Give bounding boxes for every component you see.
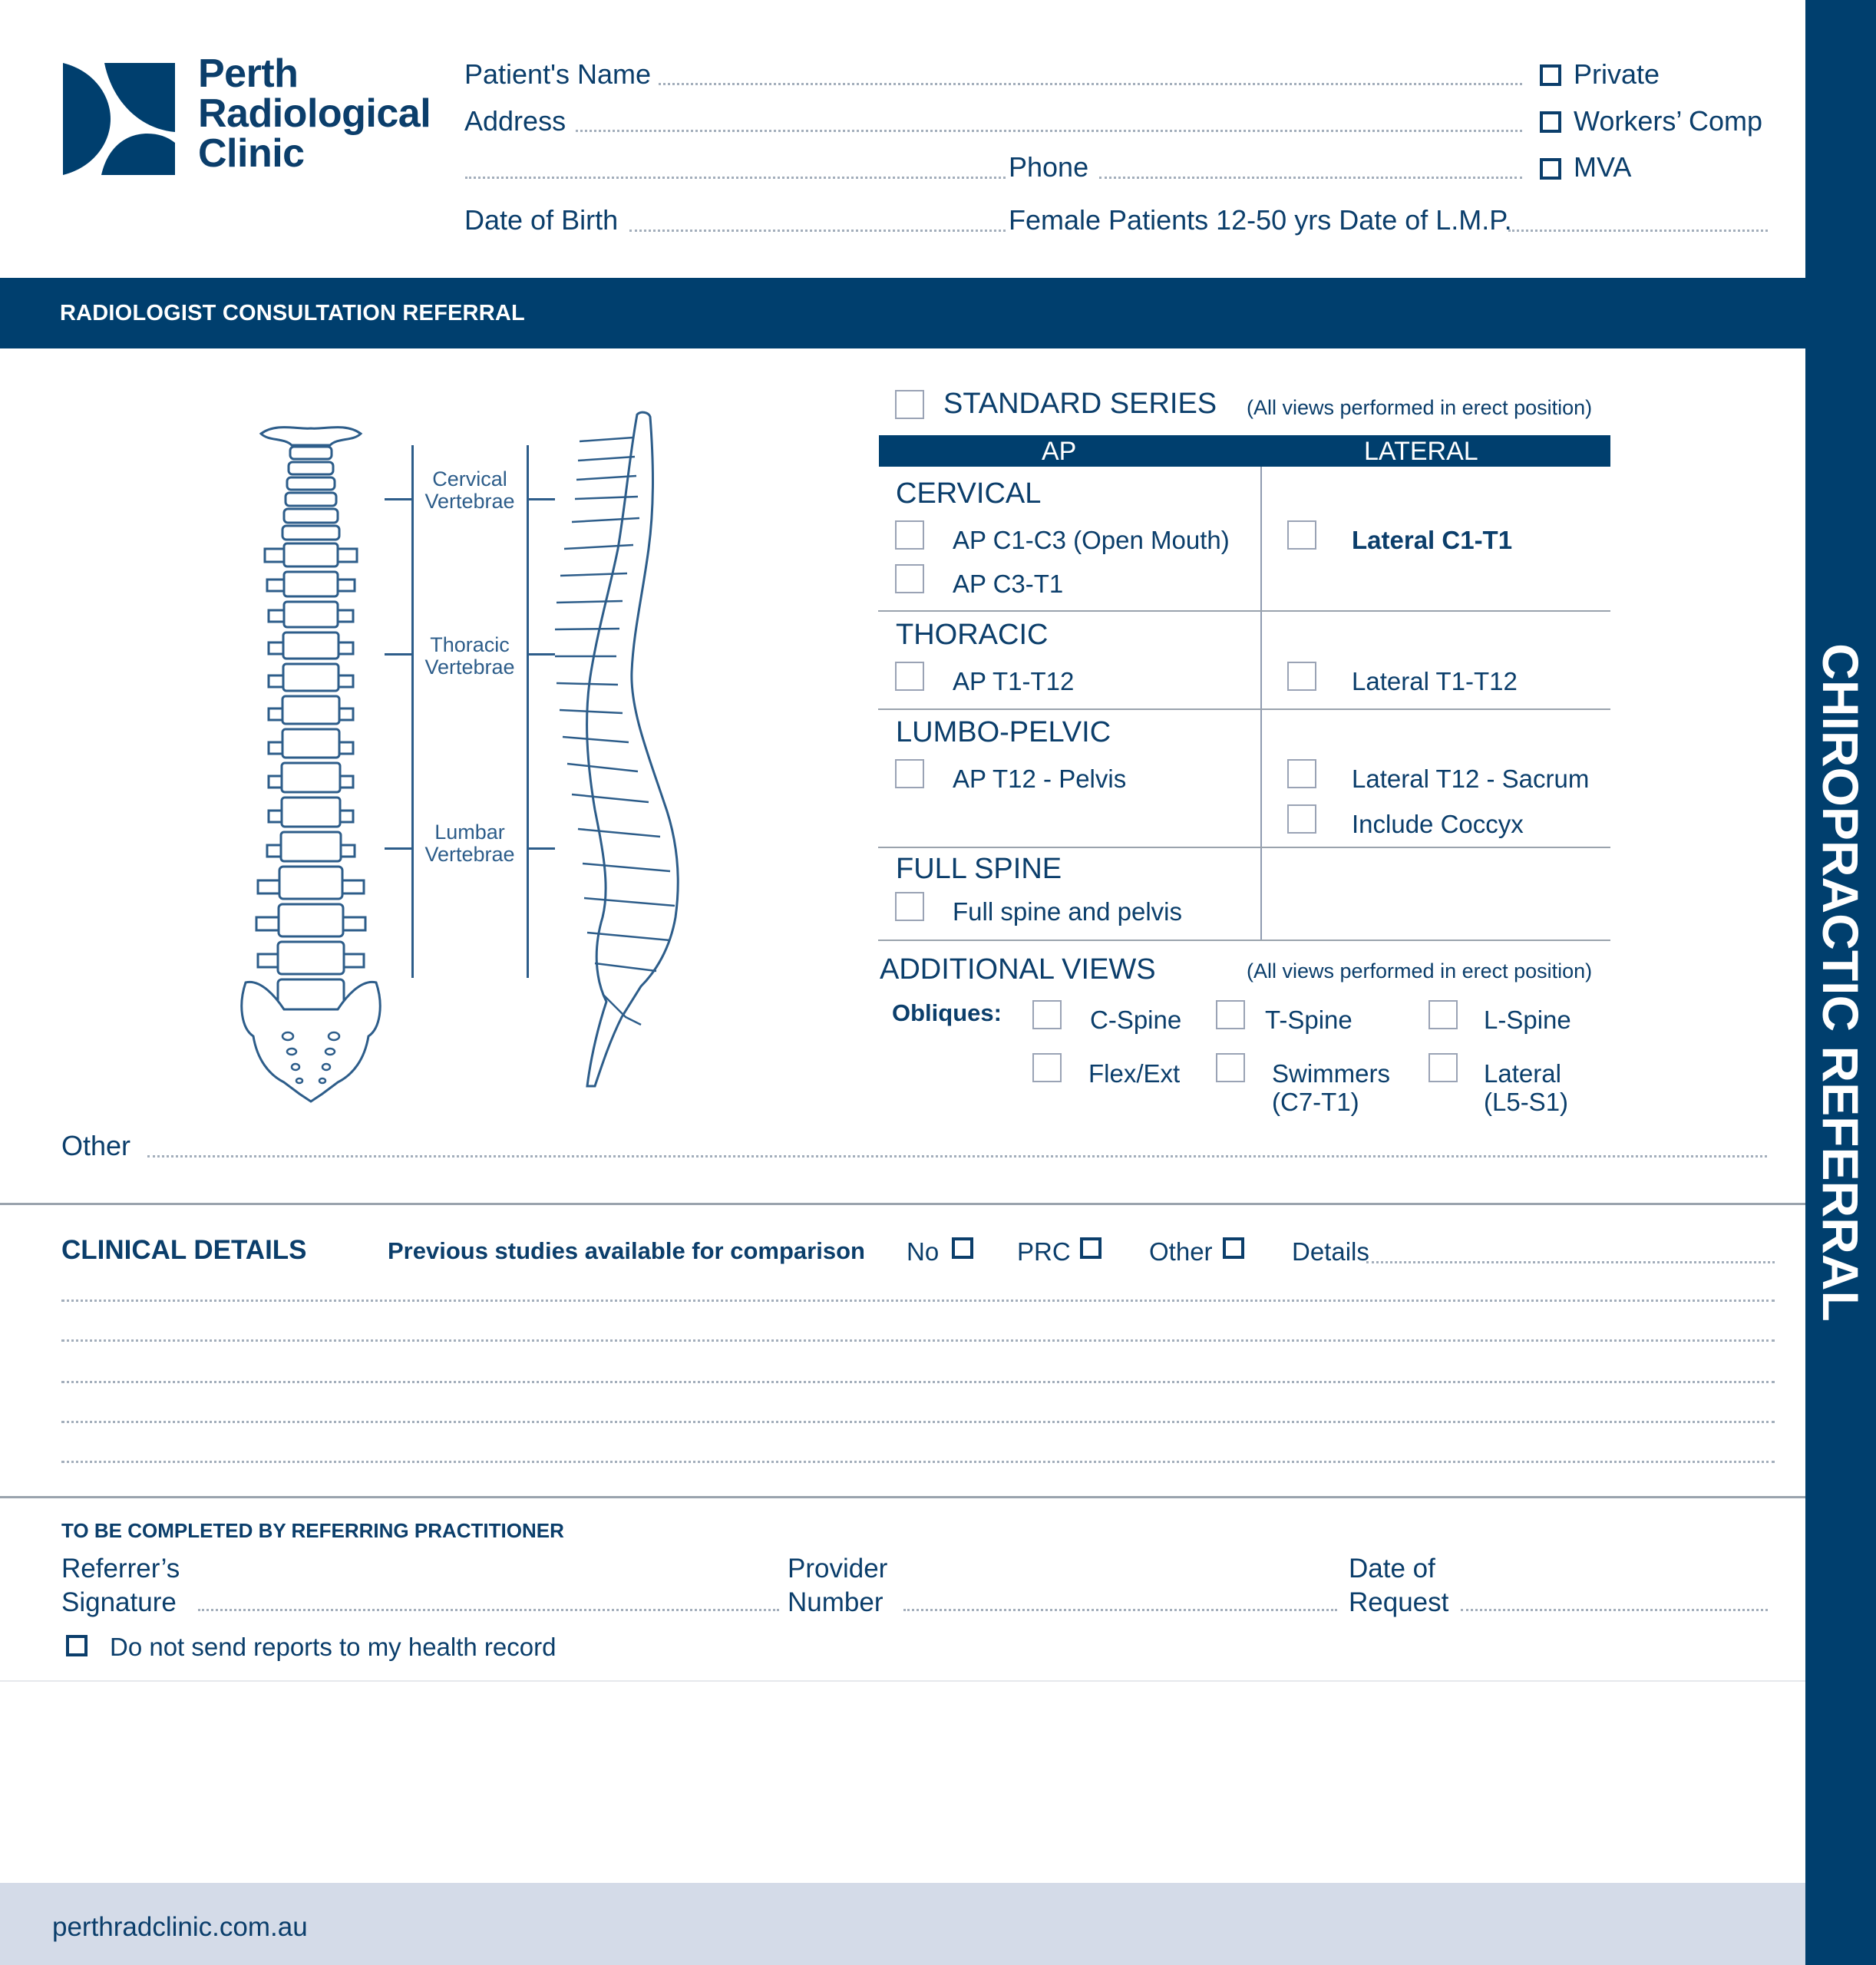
clinical-notes-line-2[interactable]: [61, 1339, 1775, 1342]
flex-ext-label: Flex/Ext: [1088, 1059, 1181, 1088]
table-bottom-rule: [878, 940, 1610, 941]
ap-t1-t12-label: AP T1-T12: [953, 667, 1075, 695]
cervical-line2: Vertebrae: [424, 490, 515, 513]
logo-mark-icon: [63, 63, 175, 175]
c-spine-label: C-Spine: [1090, 1006, 1182, 1034]
patient-name-label: Patient's Name: [464, 58, 651, 90]
clinical-notes-line-1[interactable]: [61, 1300, 1775, 1302]
provider-label-line2: Number: [788, 1587, 884, 1617]
cervical-line1: Cervical: [432, 467, 507, 490]
lumbar-tick-right: [527, 847, 555, 850]
date-label-line1: Date of: [1349, 1554, 1435, 1584]
provider-number-field[interactable]: [903, 1609, 1337, 1611]
private-label: Private: [1574, 58, 1660, 90]
section-lumbo-pelvic-title: LUMBO-PELVIC: [896, 716, 1111, 748]
previous-studies-label: Previous studies available for comparison: [388, 1237, 865, 1264]
prev-no-checkbox[interactable]: [952, 1237, 973, 1259]
dob-field[interactable]: [629, 230, 1006, 232]
lmp-label: Female Patients 12-50 yrs Date of L.M.P.: [1009, 204, 1512, 236]
lumbar-tick-left: [385, 847, 412, 850]
workers-comp-checkbox[interactable]: [1540, 111, 1561, 133]
column-header-ap: AP: [1042, 437, 1077, 466]
ap-t1-t12-checkbox[interactable]: [895, 662, 924, 691]
prev-other-checkbox[interactable]: [1223, 1237, 1244, 1259]
right-sidebar: [1805, 0, 1876, 1965]
ap-t12-pelvis-checkbox[interactable]: [895, 759, 924, 788]
t-spine-checkbox[interactable]: [1216, 1000, 1245, 1029]
clinical-details-title: CLINICAL DETAILS: [61, 1235, 307, 1265]
lateral-l5-s1-label: [1484, 1059, 1568, 1116]
ap-t12-pelvis-label: AP T12 - Pelvis: [953, 765, 1127, 793]
swimmers-line1: Swimmers: [1272, 1059, 1390, 1088]
full-spine-label: Full spine and pelvis: [953, 897, 1182, 926]
section-cervical-title: CERVICAL: [896, 477, 1042, 510]
lumbar-line1: Lumbar: [434, 821, 505, 844]
lmp-field[interactable]: [1508, 230, 1768, 232]
lateral-c1-t1-checkbox[interactable]: [1287, 520, 1316, 550]
date-of-request-field[interactable]: [1461, 1609, 1768, 1611]
spine-front-view-icon: [230, 414, 391, 1105]
date-label-line2: Request: [1349, 1587, 1449, 1617]
swimmers-label: [1272, 1059, 1390, 1116]
table-column-divider: [1260, 467, 1262, 940]
row-divider: [878, 610, 1610, 612]
prev-prc-label: PRC: [1017, 1237, 1071, 1266]
prev-no-label: No: [907, 1237, 940, 1266]
band-title: RADIOLOGIST CONSULTATION REFERRAL: [60, 301, 525, 325]
table-header: [879, 435, 1610, 467]
cervical-tick-left: [385, 498, 412, 500]
opt-out-health-record-checkbox[interactable]: [66, 1635, 88, 1656]
row-divider: [878, 847, 1610, 848]
logo-line-1: Perth: [198, 51, 299, 96]
phone-label: Phone: [1009, 151, 1089, 183]
other-field[interactable]: [147, 1155, 1767, 1158]
section-full-spine-title: FULL SPINE: [896, 853, 1062, 885]
address-field-line-1[interactable]: [576, 130, 1522, 132]
additional-views-note: (All views performed in erect position): [1247, 959, 1593, 982]
mva-checkbox[interactable]: [1540, 158, 1561, 180]
opt-out-health-record-label: Do not send reports to my health record: [110, 1633, 557, 1661]
include-coccyx-checkbox[interactable]: [1287, 804, 1316, 834]
lumbar-label: [412, 821, 527, 866]
l-spine-label: L-Spine: [1484, 1006, 1571, 1034]
diagram-bracket-right: [527, 445, 529, 978]
swimmers-line2: (C7-T1): [1272, 1088, 1359, 1116]
lateral-l5-s1-checkbox[interactable]: [1428, 1053, 1458, 1082]
lateral-l5-s1-line2: (L5-S1): [1484, 1088, 1569, 1116]
ap-c3-t1-label: AP C3-T1: [953, 570, 1064, 598]
thoracic-line2: Vertebrae: [424, 656, 515, 679]
address-field-line-2[interactable]: [465, 177, 1006, 179]
patient-name-field[interactable]: [659, 83, 1522, 85]
t-spine-label: T-Spine: [1265, 1006, 1353, 1034]
details-label: Details: [1292, 1237, 1369, 1266]
section-thoracic-title: THORACIC: [896, 619, 1049, 651]
mva-label: MVA: [1574, 151, 1632, 183]
standard-series-note: (All views performed in erect position): [1247, 396, 1593, 419]
l-spine-checkbox[interactable]: [1428, 1000, 1458, 1029]
lateral-t12-sacrum-checkbox[interactable]: [1287, 759, 1316, 788]
full-spine-checkbox[interactable]: [895, 892, 924, 921]
workers-comp-label: Workers’ Comp: [1574, 105, 1763, 137]
prev-prc-checkbox[interactable]: [1080, 1237, 1101, 1259]
cervical-label: [412, 468, 527, 513]
section-divider: [0, 1680, 1805, 1682]
address-label: Address: [464, 105, 566, 137]
cervical-tick-right: [527, 498, 555, 500]
standard-series-label: STANDARD SERIES: [943, 388, 1217, 420]
signature-label-line1: Referrer’s: [61, 1554, 180, 1584]
section-divider: [0, 1496, 1805, 1498]
ap-c1-c3-label: AP C1-C3 (Open Mouth): [953, 526, 1230, 554]
lateral-t12-sacrum-label: Lateral T12 - Sacrum: [1352, 765, 1590, 793]
clinical-notes-line-5[interactable]: [61, 1461, 1775, 1463]
thoracic-label: [412, 634, 527, 679]
website-link[interactable]: perthradclinic.com.au: [52, 1912, 308, 1942]
dob-label: Date of Birth: [464, 204, 619, 236]
lateral-l5-s1-line1: Lateral: [1484, 1059, 1561, 1088]
swimmers-checkbox[interactable]: [1216, 1053, 1245, 1082]
thoracic-tick-right: [527, 653, 555, 656]
other-label: Other: [61, 1130, 131, 1161]
prev-other-label: Other: [1149, 1237, 1213, 1266]
thoracic-tick-left: [385, 653, 412, 656]
date-of-request-label: [1349, 1552, 1448, 1620]
signature-label-line2: Signature: [61, 1587, 177, 1617]
clinical-notes-line-4[interactable]: [61, 1421, 1775, 1423]
diagram-bracket-left: [411, 445, 414, 978]
practitioner-heading: TO BE COMPLETED BY REFERRING PRACTITIONER: [61, 1519, 564, 1542]
column-header-lateral: LATERAL: [1364, 437, 1478, 466]
row-divider: [878, 708, 1610, 710]
logo-line-3: Clinic: [198, 131, 305, 176]
c-spine-checkbox[interactable]: [1032, 1000, 1062, 1029]
ap-c1-c3-checkbox[interactable]: [895, 520, 924, 550]
clinic-logo-text: [198, 51, 431, 176]
flex-ext-checkbox[interactable]: [1032, 1053, 1062, 1082]
clinical-notes-line-3[interactable]: [61, 1381, 1775, 1383]
spine-side-view-icon: [549, 411, 687, 1094]
obliques-label: Obliques:: [892, 999, 1002, 1026]
signature-label: [61, 1552, 180, 1620]
phone-field[interactable]: [1099, 177, 1522, 179]
signature-field[interactable]: [198, 1609, 779, 1611]
include-coccyx-label: Include Coccyx: [1352, 810, 1524, 838]
lateral-t1-t12-checkbox[interactable]: [1287, 662, 1316, 691]
thoracic-line1: Thoracic: [430, 633, 510, 656]
additional-views-title: ADDITIONAL VIEWS: [880, 953, 1156, 986]
section-band: [0, 278, 1805, 348]
details-field[interactable]: [1366, 1261, 1775, 1263]
standard-series-checkbox[interactable]: [895, 390, 924, 419]
lateral-t1-t12-label: Lateral T1-T12: [1352, 667, 1518, 695]
ap-c3-t1-checkbox[interactable]: [895, 564, 924, 593]
provider-number-label: [788, 1552, 887, 1620]
lumbar-line2: Vertebrae: [424, 843, 515, 866]
logo-line-2: Radiological: [198, 91, 431, 136]
private-checkbox[interactable]: [1540, 64, 1561, 86]
sidebar-title: CHIROPRACTIC REFERRAL: [1812, 643, 1869, 1322]
provider-label-line1: Provider: [788, 1554, 888, 1584]
lateral-c1-t1-label: Lateral C1-T1: [1352, 526, 1513, 554]
section-divider: [0, 1203, 1805, 1205]
footer: [0, 1883, 1805, 1965]
